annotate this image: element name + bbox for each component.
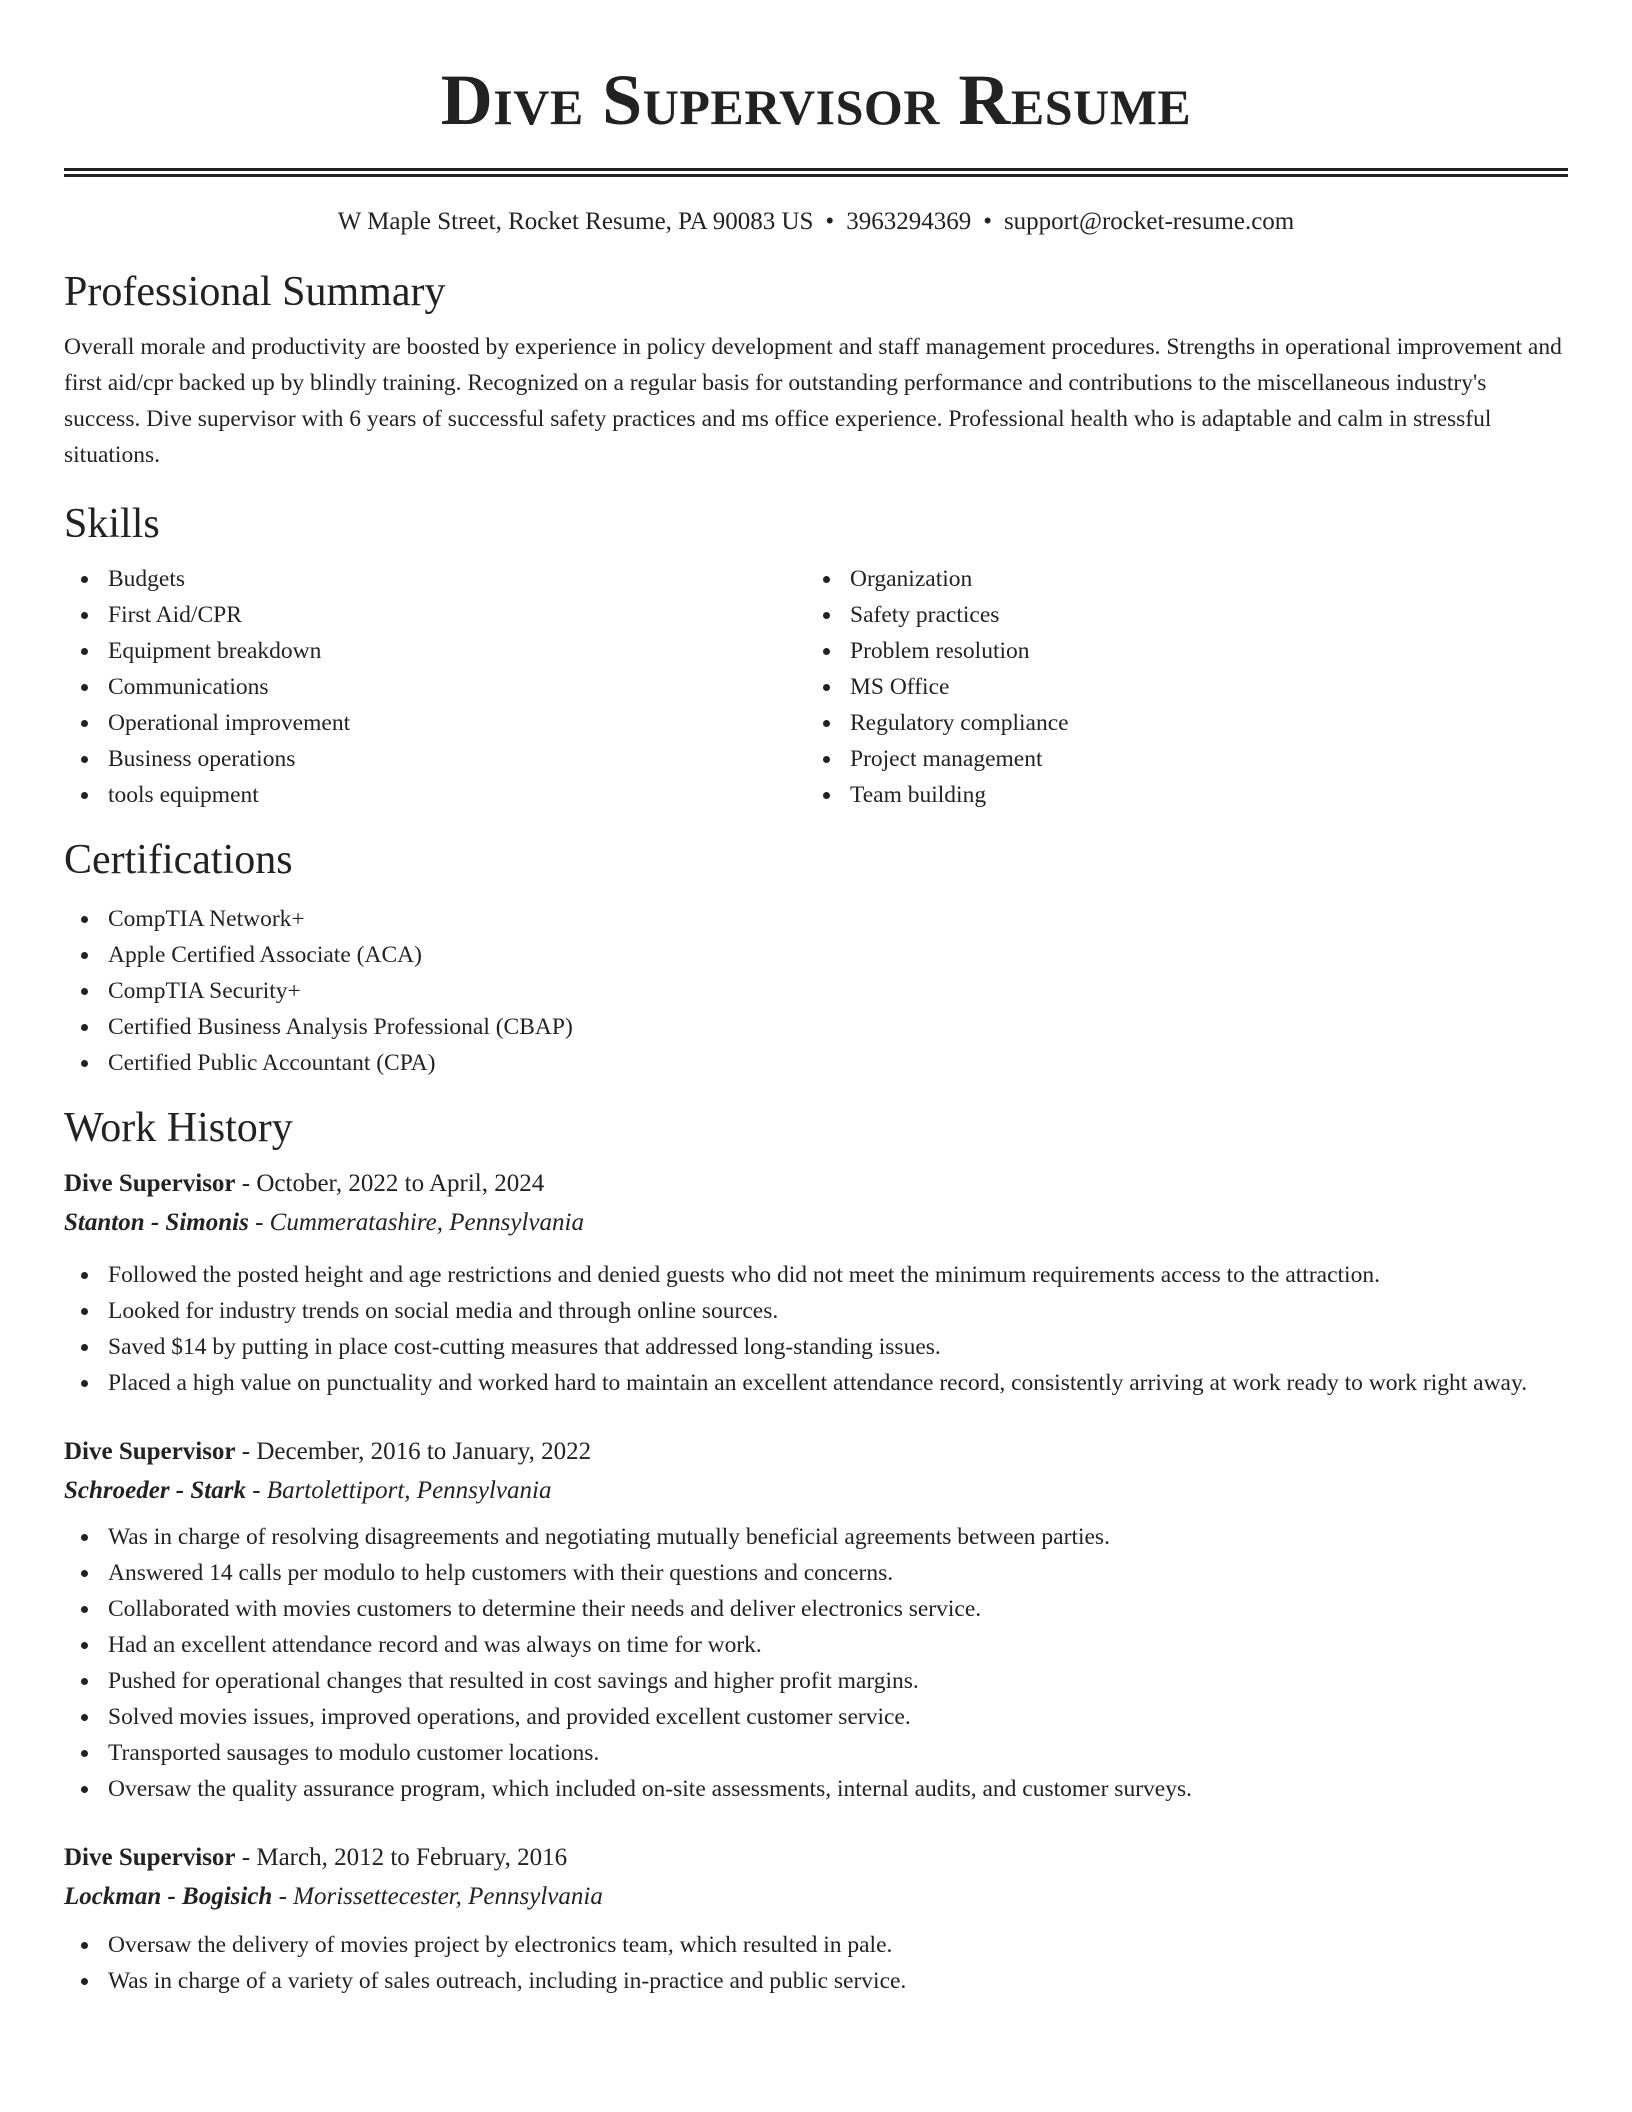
certifications-list — [64, 901, 1568, 1081]
job-entry — [64, 1433, 1568, 1807]
job-duty: Followed the posted height and age restrictions and denied guests who did not meet the minimum requirements access to the attraction. — [64, 1257, 1568, 1293]
job-entry — [64, 1839, 1568, 1999]
job-dates: December, 2016 to January, 2022 — [256, 1438, 592, 1465]
job-duty: Transported sausages to modulo customer locations. — [64, 1735, 1568, 1771]
skill-item: MS Office — [806, 669, 1548, 705]
certification-item: CompTIA Network+ — [64, 901, 1568, 937]
job-title-line: Dive Supervisor - October, 2022 to April, 2024 — [64, 1170, 545, 1197]
company-line: Stanton - Simonis - Cummeratashire, Pennsylvania — [64, 1209, 584, 1236]
skill-item: Equipment breakdown — [64, 633, 806, 669]
job-duty: Was in charge of resolving disagreements and negotiating mutually beneficial agreements between parties. — [64, 1519, 1568, 1555]
job-dates: October, 2022 to April, 2024 — [256, 1170, 545, 1197]
company-location: Cummeratashire, Pennsylvania — [269, 1209, 584, 1236]
skill-item: Operational improvement — [64, 705, 806, 741]
skill-item: Problem resolution — [806, 633, 1548, 669]
certification-item: Apple Certified Associate (ACA) — [64, 937, 1568, 973]
company-name: Stanton - Simonis — [64, 1209, 249, 1236]
job-duties-list — [64, 1519, 1568, 1807]
job-duty: Was in charge of a variety of sales outreach, including in-practice and public service. — [64, 1963, 1568, 1999]
job-title: Dive Supervisor — [64, 1438, 236, 1465]
certifications-heading: Certifications — [64, 837, 293, 883]
skill-item: tools equipment — [64, 777, 806, 813]
contact-phone: 3963294369 — [846, 208, 972, 235]
job-dates: March, 2012 to February, 2016 — [256, 1844, 568, 1871]
contact-separator: • — [825, 208, 835, 235]
resume-page — [64, 0, 1568, 1999]
company-name: Lockman - Bogisich — [64, 1883, 273, 1910]
job-duty: Solved movies issues, improved operations, and provided excellent customer service. — [64, 1699, 1568, 1735]
summary-heading: Professional Summary — [64, 269, 446, 315]
skills-list-left — [64, 561, 806, 813]
skill-item: First Aid/CPR — [64, 597, 806, 633]
certification-item: Certified Public Accountant (CPA) — [64, 1045, 1568, 1081]
job-duty: Answered 14 calls per modulo to help customers with their questions and concerns. — [64, 1555, 1568, 1591]
contact-separator: • — [983, 208, 992, 235]
job-duty: Looked for industry trends on social media and through online sources. — [64, 1293, 1568, 1329]
company-location: Morissettecester, Pennsylvania — [293, 1883, 603, 1910]
resume-title: Dive Supervisor Resume — [440, 60, 1192, 140]
company-location: Bartolettiport, Pennsylvania — [266, 1477, 552, 1504]
job-duty: Pushed for operational changes that resulted in cost savings and higher profit margins. — [64, 1663, 1568, 1699]
contact-line — [64, 207, 1568, 237]
skill-item: Project management — [806, 741, 1548, 777]
job-title-line: Dive Supervisor - March, 2012 to February, 2016 — [64, 1844, 568, 1871]
skill-item: Regulatory compliance — [806, 705, 1548, 741]
skill-item: Organization — [806, 561, 1548, 597]
skill-item: Communications — [64, 669, 806, 705]
job-duties-list — [64, 1257, 1568, 1401]
contact-email[interactable]: support@rocket-resume.com — [1003, 208, 1295, 235]
job-duty: Placed a high value on punctuality and worked hard to maintain an excellent attendance record, consistently arriving at work ready to work right away. — [64, 1365, 1568, 1401]
job-title-line: Dive Supervisor - December, 2016 to January, 2022 — [64, 1438, 592, 1465]
job-duty: Oversaw the quality assurance program, which included on-site assessments, internal audits, and customer surveys. — [64, 1771, 1568, 1807]
contact-address: W Maple Street, Rocket Resume, PA 90083 US — [337, 208, 814, 235]
skill-item: Safety practices — [806, 597, 1548, 633]
summary-text: Overall morale and productivity are boosted by experience in policy development and staff management procedures. Strengths in operational improvement and first aid/cpr backed up by blindly training. Recognized on a regular basis for outstanding performance and contributions to the miscellaneous industry's success. Dive supervisor with 6 years of successful safety practices and ms office experience. Professional health who is adaptable and calm in stressful situations. — [64, 334, 1562, 468]
skill-item: Business operations — [64, 741, 806, 777]
job-entry — [64, 1165, 1568, 1401]
job-duty: Oversaw the delivery of movies project by electronics team, which resulted in pale. — [64, 1927, 1568, 1963]
job-duty: Had an excellent attendance record and was always on time for work. — [64, 1627, 1568, 1663]
skills-list-right — [806, 561, 1548, 813]
certification-item: CompTIA Security+ — [64, 973, 1568, 1009]
certification-item: Certified Business Analysis Professional (CBAP) — [64, 1009, 1568, 1045]
job-duty: Collaborated with movies customers to determine their needs and deliver electronics service. — [64, 1591, 1568, 1627]
skills-columns — [64, 561, 1568, 813]
skill-item: Budgets — [64, 561, 806, 597]
company-name: Schroeder - Stark — [64, 1477, 246, 1504]
title-double-rule — [64, 168, 1568, 177]
company-line: Schroeder - Stark - Bartolettiport, Pennsylvania — [64, 1477, 552, 1504]
job-title: Dive Supervisor — [64, 1844, 236, 1871]
work-history-heading: Work History — [64, 1105, 293, 1151]
job-title: Dive Supervisor — [64, 1170, 236, 1197]
job-duties-list — [64, 1927, 1568, 1999]
skill-item: Team building — [806, 777, 1548, 813]
company-line: Lockman - Bogisich - Morissettecester, Pennsylvania — [64, 1883, 603, 1910]
job-duty: Saved $14 by putting in place cost-cutting measures that addressed long-standing issues. — [64, 1329, 1568, 1365]
skills-heading: Skills — [64, 501, 160, 547]
